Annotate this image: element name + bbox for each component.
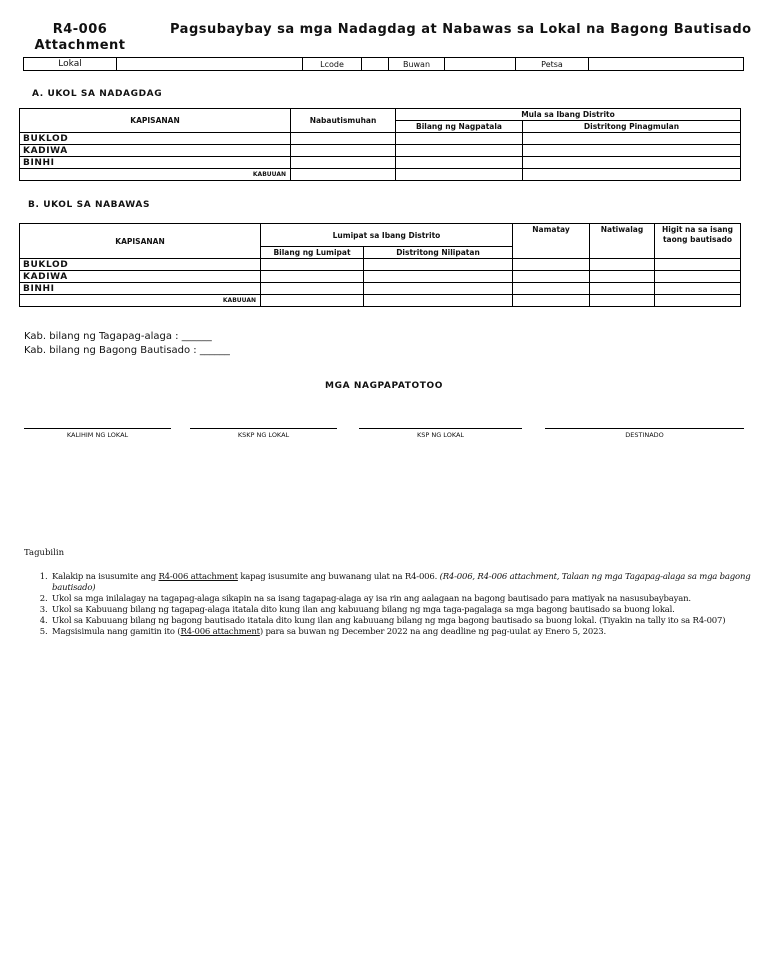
- lokal-label: Lokal: [24, 58, 117, 71]
- buwan-label: Buwan: [389, 58, 445, 71]
- cell[interactable]: [590, 259, 655, 271]
- cell[interactable]: [396, 169, 523, 181]
- col-lumipat: Lumipat sa Ibang Distrito: [261, 224, 513, 247]
- cell[interactable]: [513, 295, 590, 307]
- list-item: 2. Ukol sa mga inilalagay na tagapag-alaga sikapin na sa isang tagapag-alaga ay isa rin ang aalagaan na bagong bautisado para matiyak na nasusubaybayan.: [50, 594, 768, 605]
- row-label: KADIWA: [20, 145, 291, 157]
- row-label: BUKLOD: [20, 259, 261, 271]
- cell[interactable]: [261, 295, 364, 307]
- total-bagong-bautisado: Kab. bilang ng Bagong Bautisado : ______: [24, 345, 230, 356]
- cell[interactable]: [291, 145, 396, 157]
- cell[interactable]: [364, 283, 513, 295]
- instructions-title: Tagubilin: [24, 548, 65, 558]
- col-natiwalag: Natiwalag: [590, 224, 655, 259]
- form-code-number: R4-006: [52, 22, 108, 37]
- table-row: [20, 157, 741, 169]
- instr-text: Magsisimula nang gamitin ito (: [52, 627, 181, 637]
- total-row: [20, 169, 741, 181]
- section-a-table: [19, 108, 741, 181]
- col-bilang-lumipat: Bilang ng Lumipat: [261, 247, 364, 259]
- cell[interactable]: [523, 133, 741, 145]
- cell[interactable]: [655, 283, 741, 295]
- col-distritong-nilipatan: Distritong Nilipatan: [364, 247, 513, 259]
- row-label: BUKLOD: [20, 133, 291, 145]
- table-row: [20, 283, 741, 295]
- row-label: BINHI: [20, 283, 261, 295]
- cell[interactable]: [655, 295, 741, 307]
- table-row: [20, 259, 741, 271]
- list-item: [50, 627, 768, 638]
- col-mula: Mula sa Ibang Distrito: [396, 109, 741, 121]
- col-nabautismuhan: Nabautismuhan: [291, 109, 396, 133]
- cell[interactable]: [523, 145, 741, 157]
- section-b-table: [19, 223, 741, 307]
- list-item: [50, 572, 768, 594]
- instructions-list: [24, 572, 768, 638]
- cell[interactable]: [523, 169, 741, 181]
- cell[interactable]: [364, 295, 513, 307]
- cell[interactable]: [291, 133, 396, 145]
- instr-italic: (R4-006, R4-006 attachment, Talaan ng mga Tagapag-alaga sa mga bagong bautisado): [52, 572, 751, 593]
- lcode-label: Lcode: [303, 58, 362, 71]
- cell[interactable]: [523, 157, 741, 169]
- cell[interactable]: [364, 271, 513, 283]
- instr-link: R4-006 attachment: [158, 572, 238, 582]
- signature-line-kalihim: KALIHIM NG LOKAL: [24, 428, 171, 439]
- cell[interactable]: [655, 271, 741, 283]
- cell[interactable]: [291, 157, 396, 169]
- row-label: KADIWA: [20, 271, 261, 283]
- cell[interactable]: [655, 259, 741, 271]
- lcode-field[interactable]: [362, 58, 389, 71]
- signature-line-destinado: DESTINADO: [545, 428, 744, 439]
- form-code: [30, 22, 130, 54]
- table-row: [20, 145, 741, 157]
- instr-text: ) para sa buwan ng December 2022 na ang deadline ng pag-uulat ay Enero 5, 2023.: [259, 627, 606, 637]
- buwan-field[interactable]: [445, 58, 516, 71]
- cell[interactable]: [291, 169, 396, 181]
- signatures-title: MGA NAGPAPATOTOO: [325, 381, 443, 391]
- cell[interactable]: [590, 271, 655, 283]
- instr-text: kapag isusumite ang buwanang ulat na R4-006.: [237, 572, 440, 582]
- col-distritong-pinagmulan: Distritong Pinagmulan: [523, 121, 741, 133]
- total-label: KABUUAN: [20, 295, 261, 307]
- total-label: KABUUAN: [20, 169, 291, 181]
- list-item: 4. Ukol sa Kabuuang bilang ng bagong bautisado itatala dito kung ilan ang kabuuang bilang ng mga bagong bautisado sa buong lokal. (Tiyakin na tally ito sa R4-007): [50, 616, 768, 627]
- page-title: Pagsubaybay sa mga Nadagdag at Nabawas sa Lokal na Bagong Bautisado: [170, 22, 752, 37]
- list-item: 3. Ukol sa Kabuuang bilang ng tagapag-alaga itatala dito kung ilan ang kabuuang bilang ng mga taga-pagalaga sa mga bagong bautisado sa buong lokal.: [50, 605, 768, 616]
- table-row: [20, 271, 741, 283]
- row-label: BINHI: [20, 157, 291, 169]
- header-fields-table: [23, 57, 744, 71]
- section-a-title: A. UKOL SA NADAGDAG: [32, 89, 163, 99]
- lokal-field[interactable]: [117, 58, 303, 71]
- cell[interactable]: [396, 157, 523, 169]
- total-row: [20, 295, 741, 307]
- cell[interactable]: [590, 295, 655, 307]
- section-b-title: B. UKOL SA NABAWAS: [28, 200, 151, 210]
- col-kapisanan: KAPISANAN: [20, 224, 261, 259]
- cell[interactable]: [513, 259, 590, 271]
- cell[interactable]: [513, 271, 590, 283]
- signature-line-ksp: KSP NG LOKAL: [359, 428, 522, 439]
- cell[interactable]: [513, 283, 590, 295]
- signature-line-kskp: KSKP NG LOKAL: [190, 428, 337, 439]
- instr-text: Kalakip na isusumite ang: [52, 572, 159, 582]
- cell[interactable]: [590, 283, 655, 295]
- cell[interactable]: [261, 283, 364, 295]
- cell[interactable]: [261, 259, 364, 271]
- cell[interactable]: [364, 259, 513, 271]
- form-code-attachment: Attachment: [34, 38, 126, 53]
- col-namatay: Namatay: [513, 224, 590, 259]
- instr-link: R4-006 attachment: [180, 627, 260, 637]
- cell[interactable]: [396, 145, 523, 157]
- petsa-field[interactable]: [589, 58, 744, 71]
- col-higit: Higit na sa isang taong bautisado: [655, 224, 741, 259]
- petsa-label: Petsa: [516, 58, 589, 71]
- total-tagapag-alaga: Kab. bilang ng Tagapag-alaga : ______: [24, 331, 212, 342]
- col-bilang-nagpatala: Bilang ng Nagpatala: [396, 121, 523, 133]
- cell[interactable]: [261, 271, 364, 283]
- col-kapisanan: KAPISANAN: [20, 109, 291, 133]
- table-row: [20, 133, 741, 145]
- cell[interactable]: [396, 133, 523, 145]
